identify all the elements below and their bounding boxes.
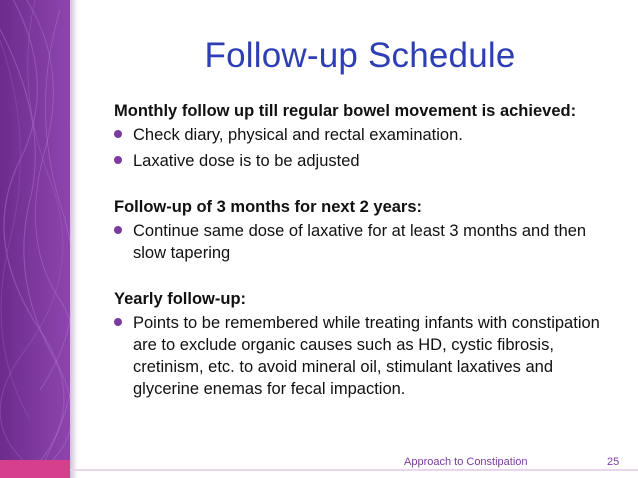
list-item — [114, 220, 619, 264]
list-item — [114, 312, 619, 400]
bottom-divider — [70, 469, 638, 471]
side-band-edge — [70, 0, 78, 478]
section-heading-yearly: Yearly follow-up: — [114, 290, 247, 308]
bullet-list-yearly — [114, 312, 619, 400]
section-heading-monthly: Monthly follow up till regular bowel movement is achieved: — [114, 102, 577, 120]
page-number: 25 — [607, 456, 620, 468]
decorative-swirl-graphic — [0, 0, 70, 478]
bullet-icon — [114, 130, 122, 138]
bottom-accent-strip — [0, 460, 70, 478]
bullet-icon — [114, 226, 122, 234]
list-item-text: Laxative dose is to be adjusted — [133, 152, 360, 170]
bullet-list-three-months — [114, 220, 619, 264]
list-item — [114, 150, 619, 172]
list-item-text: Check diary, physical and rectal examination. — [133, 126, 463, 144]
footer-title: Approach to Constipation — [404, 456, 528, 468]
slide-body — [114, 100, 619, 404]
slide-title: Follow-up Schedule — [204, 36, 516, 75]
bullet-icon — [114, 318, 122, 326]
list-item-text: Continue same dose of laxative for at least 3 months and then slow tapering — [133, 222, 587, 262]
bullet-list-monthly — [114, 124, 619, 172]
section-heading-three-months: Follow-up of 3 months for next 2 years: — [114, 198, 423, 216]
decorative-side-band — [0, 0, 70, 478]
list-item — [114, 124, 619, 146]
list-item-text: Points to be remembered while treating infants with constipation are to exclude organic causes such as HD, cystic fibrosis, cretinism, etc. to avoid mineral oil, stimulant laxatives and glycerine enemas for fecal impaction. — [133, 314, 600, 398]
bullet-icon — [114, 156, 122, 164]
